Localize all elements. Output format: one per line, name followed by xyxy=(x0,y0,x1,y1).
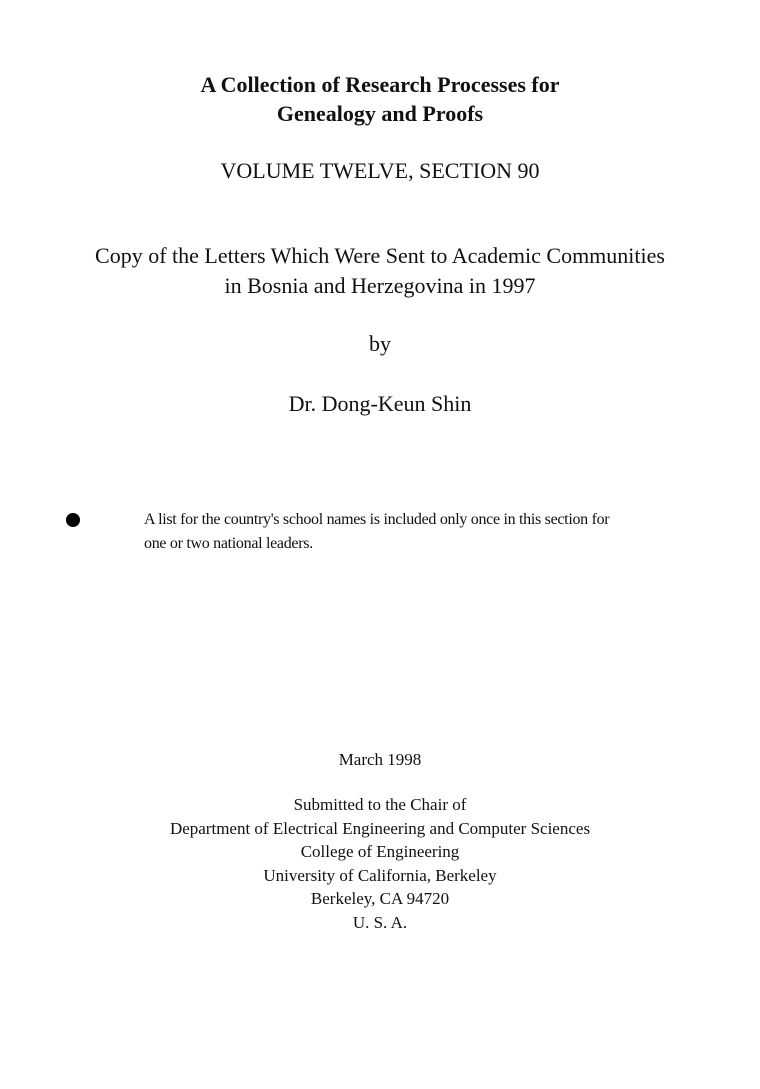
city-line: Berkeley, CA 94720 xyxy=(310,889,450,908)
university-line: University of California, Berkeley xyxy=(263,865,497,885)
subtitle-line-2: in Bosnia and Herzegovina in 1997 xyxy=(224,273,536,298)
department-line: Department of Electrical Engineering and Computer Sciences xyxy=(169,818,591,838)
bullet-icon xyxy=(66,513,80,527)
title-line-1: A Collection of Research Processes for xyxy=(200,72,560,97)
document-subtitle xyxy=(0,241,760,301)
note-line-1: A list for the country's school names is included only once in this section for xyxy=(144,511,610,528)
subtitle-line-1: Copy of the Letters Which Were Sent to Academic Communities xyxy=(95,243,665,268)
by-label: by xyxy=(369,331,391,356)
submission-line: Submitted to the Chair of xyxy=(293,795,467,814)
country-line: U. S. A. xyxy=(352,912,408,932)
college-line: College of Engineering xyxy=(300,842,460,861)
submission-block xyxy=(0,793,760,934)
document-title xyxy=(0,70,760,128)
note-text xyxy=(144,508,734,556)
volume-heading: VOLUME TWELVE, SECTION 90 xyxy=(220,158,540,183)
title-line-2: Genealogy and Proofs xyxy=(276,101,484,126)
note-item xyxy=(0,508,760,558)
document-date: March 1998 xyxy=(338,750,422,769)
note-line-2: one or two national leaders. xyxy=(144,535,313,552)
author-name: Dr. Dong-Keun Shin xyxy=(288,391,472,416)
